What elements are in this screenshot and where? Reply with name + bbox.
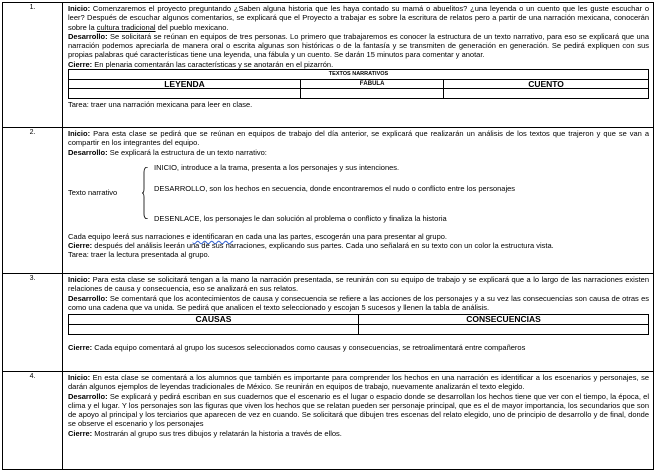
desarrollo-text: Se explicará la estructura de un texto narrativo: [107, 147, 267, 157]
inicio-text-end: del pueblo mexicano. [155, 22, 229, 32]
inicio-label: Inicio: [68, 129, 91, 138]
inicio-text: Para esta clase se pedirá que se reúnan en equipos de trabajo del día anterior, se explicará que realizarán un análisis de los textos que trajeron y que se van a compartir en los integrantes del equipo. [68, 129, 649, 148]
brace-icon [142, 167, 149, 219]
session-content [63, 3, 653, 127]
desarrollo-label: Desarrollo: [68, 293, 108, 303]
desarrollo-paragraph [68, 392, 649, 429]
session-number: 4. [3, 372, 63, 469]
inicio-text: En esta clase se comentará a los alumnos que también es importante para comprender los hechos en una narración es identificar a los escenarios y personajes, se darán algunos ejemplos de leyendas tradicionales de México. Se reunirán en equipos de trabajo, nuevamente analizarán el texto elegido. [68, 373, 649, 392]
cierre-text: Cada equipo comentará al grupo los sucesos seleccionados como causas y consecuencias, se retroalimentará entre compañeros [92, 342, 526, 352]
equipo-link: identificaran [192, 231, 234, 241]
cierre-label: Cierre: [68, 428, 93, 438]
narrative-structure-diagram [68, 159, 649, 230]
diagram-label: Texto narrativo [68, 187, 118, 197]
equipo-text-end: en cada una las partes, escogerán una para presentar al grupo. [233, 231, 448, 241]
diagram-item-desarrollo: DESARROLLO, son los hechos en secuencia, donde encontraremos el nudo o conflicto entre los personajes [154, 183, 516, 193]
desarrollo-label: Desarrollo: [68, 391, 108, 401]
inicio-paragraph [68, 275, 649, 294]
session-content [63, 372, 653, 469]
header-cuento: CUENTO [444, 79, 649, 89]
session-row-1 [3, 3, 653, 128]
desarrollo-paragraph [68, 148, 649, 157]
header-leyenda: LEYENDA [69, 79, 301, 89]
desarrollo-text: Se solicitará se reúnan en equipos de tres personas. Lo primero que trabajaremos es conocer la estructura de un texto narrativo, para eso se explicará que una narración podemos apreciarla de manera oral o escrita algunas son históricas o de la fantasía y se transmiten de generación en generación. Se pedirá expliquen con sus propias palabras qué características tiene una leyenda, una fábula y un cuento. Se darán 15 minutos para comentar y anotar. [68, 31, 649, 60]
narrative-types-table [68, 69, 649, 99]
desarrollo-text: Se explicará y pedirá escriban en sus cuadernos que el escenario es el lugar o espacio donde se desarrollan los hechos tiene que ver con el tiempo, la época, el clima y el lugar. Y los personajes son las figuras que viven los hechos que se relatan pueden ser personaje principal, que es el de mayor importancia, los secundarios que son de apoyo al principal y los terciarios que aparecen de vez en cuando. Se solicitará que dibujen tres escenas del relato elegido, uno de principio de desarrollo y de final, donde se observe el escenario y los personajes [68, 391, 649, 429]
session-row-3 [3, 274, 653, 372]
inicio-label: Inicio: [68, 275, 91, 284]
cierre-text: En plenaria comentarán las características y se anotarán en el pizarrón. [92, 59, 334, 69]
cierre-text: después del análisis leerán una de sus narraciones, explicando sus partes. Cada uno señalará en su texto con un color la estructura vista. [92, 241, 554, 251]
diagram-item-inicio: INICIO, introduce a la trama, presenta a los personajes y sus intenciones. [154, 162, 400, 172]
session-content [63, 128, 653, 273]
tarea-text: Tarea: traer la lectura presentada al grupo. [68, 250, 210, 260]
desarrollo-paragraph [68, 294, 649, 313]
desarrollo-label: Desarrollo: [68, 31, 108, 41]
inicio-label: Inicio: [68, 373, 91, 382]
header-consecuencias: CONSECUENCIAS [359, 315, 649, 325]
inicio-text: Comenzaremos el proyecto preguntando ¿Saben alguna historia que les haya contado su mamá o abuelitos? ¿una leyenda o un cuento que les guste escuchar o leer? Después de escuchar algunos comentarios, se explicará que el Proyecto a trabajar es sobre la escritura de relatos pero a partir de una narración mexicana, conocerán sobre la [68, 4, 649, 32]
header-causas: CAUSAS [69, 315, 359, 325]
inicio-label: Inicio: [68, 4, 91, 13]
inicio-link: cultura tradicional [96, 22, 156, 32]
inicio-paragraph [68, 373, 649, 392]
desarrollo-text: Se comentará que los acontecimientos de causa y consecuencia se refiere a las acciones de los personajes y a su vez las consecuencias son causa de otras es como una cadena que va unida. Se pedirá que analicen el texto seleccionado y escojan 5 sucesos y llenen la tabla de análisis. [68, 293, 649, 312]
cierre-label: Cierre: [68, 59, 93, 69]
session-content [63, 274, 653, 371]
session-row-2 [3, 128, 653, 274]
cierre-paragraph [68, 241, 649, 250]
equipo-text: Cada equipo leerá sus narraciones e [68, 231, 193, 241]
desarrollo-label: Desarrollo: [68, 147, 108, 157]
session-row-4 [3, 372, 653, 469]
inicio-text: Para esta clase se solicitará tengan a la mano la narración presentada, se reunirán con su equipo de trabajo y se explicará que a lo largo de las narraciones existen relaciones de causa y consecuencia, eso se analizará en sus relatos. [68, 275, 649, 294]
inicio-paragraph [68, 129, 649, 148]
cierre-text: Mostrarán al grupo sus tres dibujos y relatarán la historia a través de ellos. [92, 428, 342, 438]
header-fabula: FÁBULA [301, 79, 444, 89]
cierre-label: Cierre: [68, 241, 93, 251]
lesson-plan-table [2, 2, 654, 470]
session-number: 3. [3, 274, 63, 371]
cause-effect-table [68, 314, 649, 335]
inicio-paragraph [68, 4, 649, 32]
cierre-paragraph [68, 60, 649, 69]
session-number: 1. [3, 3, 63, 127]
desarrollo-paragraph [68, 32, 649, 60]
cierre-paragraph [68, 343, 649, 352]
diagram-item-desenlace: DESENLACE, los personajes le dan solución al problema o conflicto y finaliza la historia [154, 213, 447, 223]
session-number: 2. [3, 128, 63, 273]
cierre-paragraph [68, 429, 649, 438]
equipo-paragraph [68, 232, 649, 241]
table-caption: TEXTOS NARRATIVOS [69, 70, 649, 80]
cierre-label: Cierre: [68, 342, 93, 352]
tarea-text: Tarea: traer una narración mexicana para leer en clase. [68, 100, 253, 110]
